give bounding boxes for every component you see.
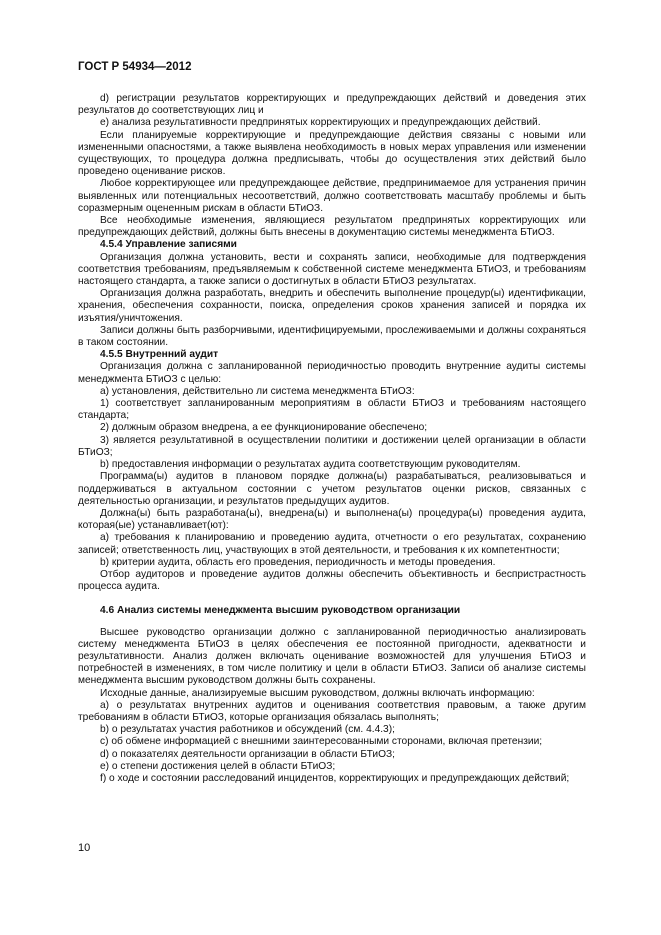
paragraph: Записи должны быть разборчивыми, идентифицируемыми, прослеживаемыми и должны сохраняться в таком состоянии.: [78, 324, 586, 349]
paragraph: Любое корректирующее или предупреждающее действие, предпринимаемое для устранения причин выявленных или потенциальных несоответствий, должно соответствовать масштабу проблемы и быть соразмерным оцененным рискам в области БТиОЗ.: [78, 178, 586, 214]
paragraph: Все необходимые изменения, являющиеся результатом предпринятых корректирующих или предупреждающих действий, должны быть внесены в документацию системы менеджмента БТиОЗ.: [78, 215, 586, 239]
page-number: 10: [78, 842, 91, 854]
paragraph: е) анализа результативности предпринятых корректирующих и предупреждающих действий.: [100, 117, 541, 129]
paragraph: а) установления, действительно ли система менеджмента БТиОЗ:: [100, 385, 415, 397]
paragraph: d) регистрации результатов корректирующих и предупреждающих действий и доведения этих результатов до соответствующих лиц и: [78, 93, 586, 117]
paragraph: 3) является результативной в осуществлении политики и достижении целей организации в области БТиОЗ;: [78, 434, 586, 458]
section-heading-4-5-5: 4.5.5 Внутренний аудит: [100, 349, 219, 361]
paragraph: а) о результатах внутренних аудитов и оценивания соответствия правовым, а также другим требованиям в области БТиОЗ, которые организация обязалась выполнять;: [78, 699, 586, 723]
paragraph: 2) должным образом внедрена, а ее функционирование обеспечено;: [100, 422, 428, 434]
paragraph: Высшее руководство организации должно с запланированной периодичностью анализировать систему менеджмента БТиОЗ в целях обеспечения ее постоянной пригодности, адекватности и результативности. Анализ должен включать оценивание возможностей для улучшения БТиОЗ и потребностей в изменениях, в том числе политику и цели в области БТиОЗ. Записи об анализе системы менеджмента высшим руководством должны быть сохранены.: [78, 626, 586, 687]
paragraph: Должна(ы) быть разработана(ы), внедрена(ы) и выполнена(ы) процедура(ы) проведения аудита, которая(ые) устанавливает(ют):: [78, 507, 586, 532]
paragraph: Организация должна установить, вести и сохранять записи, необходимые для подтверждения соответствия требованиям, предъявляемым к собственной системе менеджмента БТиОЗ, и требованиям настоящего стандарта, а также записи о достигнутых в области БТиОЗ результатах.: [78, 251, 586, 288]
paragraph: d) о показателях деятельности организации в области БТиОЗ;: [100, 748, 395, 760]
paragraph: c) об обмене информацией с внешними заинтересованными сторонами, включая претензии;: [100, 736, 543, 748]
section-heading-4-6: 4.6 Анализ системы менеджмента высшим руководством организации: [100, 605, 461, 617]
section-heading-4-5-4: 4.5.4 Управление записями: [100, 239, 237, 251]
paragraph: е) о степени достижения целей в области БТиОЗ;: [100, 760, 336, 772]
paragraph: а) требования к планированию и проведению аудита, отчетности о его результатах, сохранению записей; ответственность лиц, участвующих в этой деятельности, и требования к их компетентности;: [78, 532, 586, 556]
paragraph: b) о результатах участия работников и обсуждений (см. 4.4.3);: [100, 724, 395, 736]
paragraph: Организация должна с запланированной периодичностью проводить внутренние аудиты системы менеджмента БТиОЗ с целью:: [78, 361, 586, 385]
paragraph: 1) соответствует запланированным мероприятиям в области БТиОЗ и требованиям настоящего стандарта;: [78, 398, 586, 422]
paragraph: b) предоставления информации о результатах аудита соответствующим руководителям.: [100, 459, 521, 471]
paragraph: b) критерии аудита, область его проведения, периодичность и методы проведения.: [100, 556, 496, 568]
paragraph: Отбор аудиторов и проведение аудитов должны обеспечить объективность и беспристрастность процесса аудита.: [78, 568, 586, 593]
paragraph: Организация должна разработать, внедрить и обеспечить выполнение процедур(ы) идентификации, хранения, обеспечения сохранности, поиска, определения сроков хранения записей и порядка их изъятия/уничтожения.: [78, 288, 586, 324]
paragraph: Исходные данные, анализируемые высшим руководством, должны включать информацию:: [100, 687, 535, 699]
document-header: ГОСТ Р 54934—2012: [78, 61, 192, 73]
paragraph: Программа(ы) аудитов в плановом порядке должна(ы) разрабатываться, реализовываться и поддерживаться в актуальном состоянии с учетом результатов оценки рисков, связанных с деятельностью организации, и результатов предыдущих аудитов.: [78, 471, 586, 507]
page-body: [78, 93, 586, 785]
paragraph: f) о ходе и состоянии расследований инцидентов, корректирующих и предупреждающих действий;: [100, 772, 570, 784]
paragraph: Если планируемые корректирующие и предупреждающие действия связаны с новыми или измененными опасностями, а также выявлена необходимость в новых мерах управления или изменении существующих, то процедура должна предписывать, чтобы до осуществления этих действий было проведено оценивание рисков.: [78, 129, 586, 178]
